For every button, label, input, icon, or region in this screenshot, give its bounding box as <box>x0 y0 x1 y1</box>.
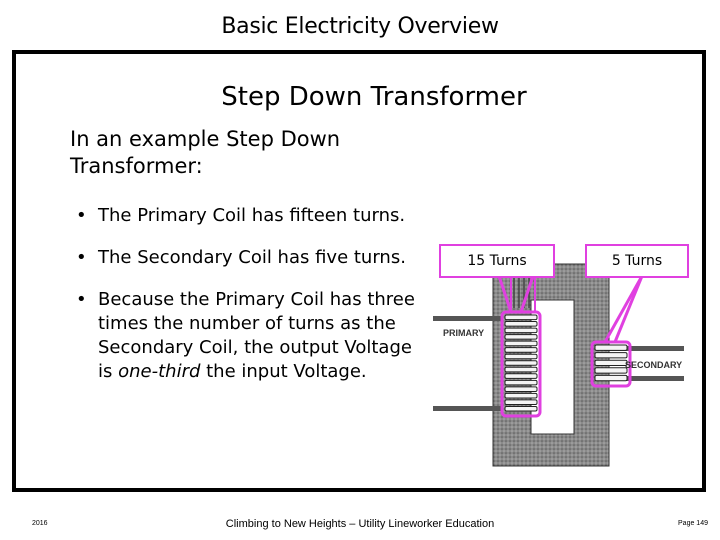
bullet-item <box>70 246 430 270</box>
primary-text: PRIMARY <box>443 328 485 338</box>
bullet-text: Because the Primary Coil has three times the number of turns as the Secondary Coil, the output Voltage is <box>98 289 415 382</box>
footer-year: 2016 <box>32 520 48 527</box>
coil-turn <box>505 361 537 366</box>
coil-turn <box>595 368 627 373</box>
bullet-text: The Secondary Coil has five turns. <box>98 247 406 268</box>
bullet-list <box>70 204 430 402</box>
bullet-item <box>70 204 430 228</box>
coil-turn <box>505 380 537 385</box>
bullet-icon: • <box>76 289 87 310</box>
transformer-svg <box>429 184 699 484</box>
bullet-emphasis: one-third <box>118 361 201 382</box>
primary-lead-bottom <box>433 406 501 411</box>
secondary-callout-line <box>605 276 642 342</box>
coil-turn <box>505 393 537 398</box>
footer-title: Climbing to New Heights – Utility Lineworker Education <box>225 518 495 530</box>
transformer-diagram <box>429 184 699 484</box>
coil-turn <box>505 387 537 392</box>
coil-turn <box>505 367 537 372</box>
coil-turn <box>505 354 537 359</box>
bullet-item <box>70 288 430 384</box>
coil-turn <box>505 348 537 353</box>
coil-turn <box>505 315 537 320</box>
slide-title: Step Down Transformer <box>221 82 527 112</box>
footer-page: Page 149 <box>678 520 708 527</box>
coil-turn <box>595 353 627 358</box>
primary-lead-top <box>433 316 501 321</box>
coil-turn <box>505 400 537 405</box>
bullet-icon: • <box>76 247 87 268</box>
header-title: Basic Electricity Overview <box>221 14 499 39</box>
coil-turn <box>505 406 537 411</box>
secondary-text: SECONDARY <box>625 360 683 370</box>
bullet-text-end: the input Voltage. <box>200 361 367 382</box>
secondary-turns-label: 5 Turns <box>585 244 689 278</box>
coil-turn <box>595 345 627 350</box>
coil-turn <box>595 375 627 380</box>
coil-turn <box>595 360 627 365</box>
coil-turn <box>505 328 537 333</box>
coil-turn <box>505 341 537 346</box>
bullet-text: The Primary Coil has fifteen turns. <box>98 205 406 226</box>
primary-turns-label: 15 Turns <box>439 244 555 278</box>
secondary-coil <box>595 345 627 381</box>
slide-frame <box>12 50 706 492</box>
coil-turn <box>505 322 537 327</box>
coil-turn <box>505 335 537 340</box>
coil-turn <box>505 374 537 379</box>
intro-text: In an example Step Down Transformer: <box>70 127 341 178</box>
bullet-icon: • <box>76 205 87 226</box>
